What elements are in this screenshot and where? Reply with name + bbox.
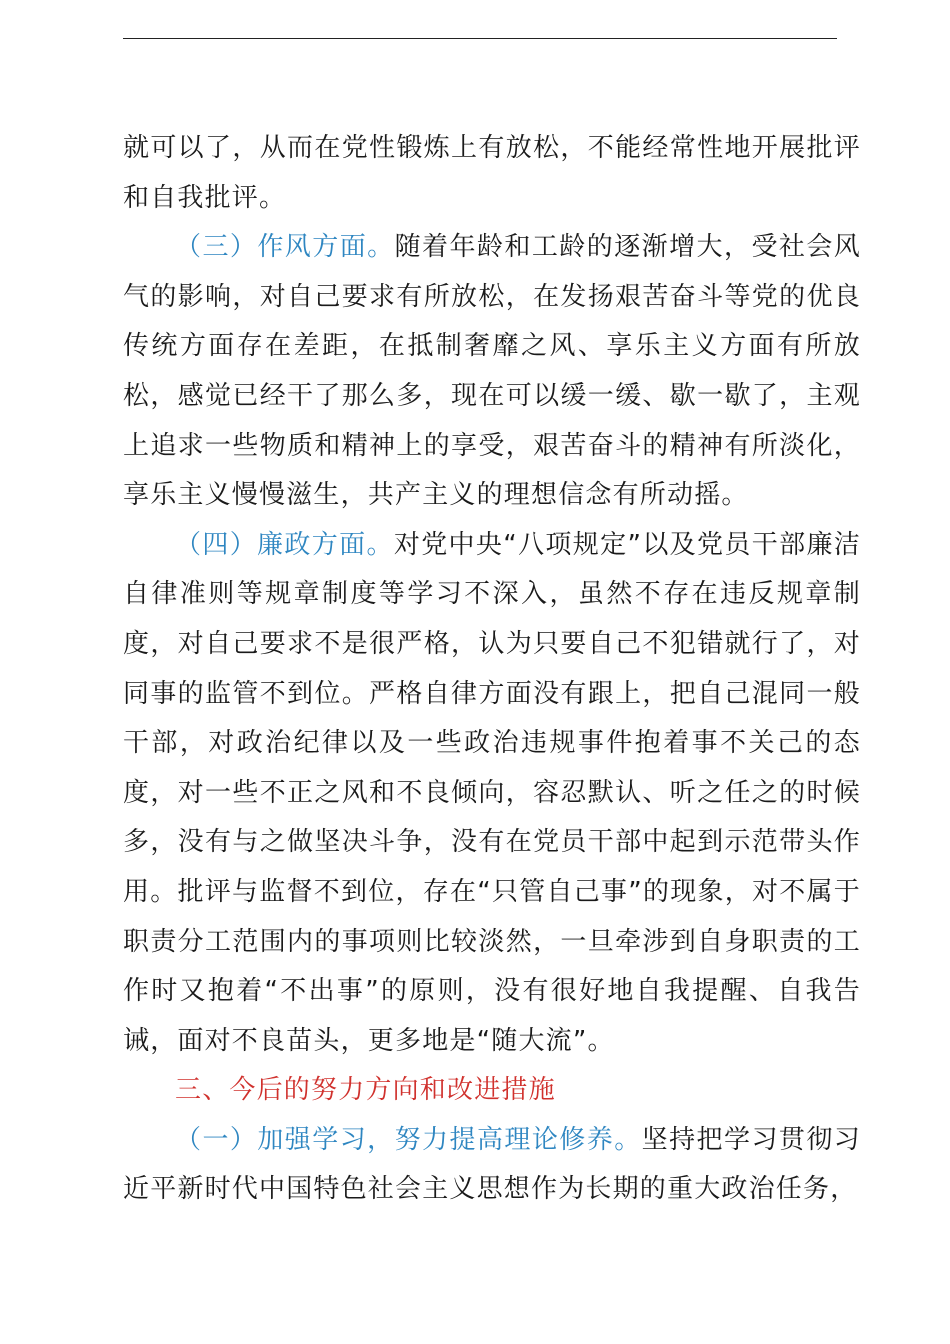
paragraph-text: 就可以了，从而在党性锻炼上有放松，不能经常性地开展批评和自我批评。 <box>123 133 861 213</box>
section-heading: 三、今后的努力方向和改进措施 <box>175 1075 556 1106</box>
subheading-strengthen-study: （一）加强学习，努力提高理论修养。 <box>175 1124 642 1155</box>
document-body <box>123 124 861 1215</box>
subheading-integrity: （四）廉政方面。 <box>175 529 394 560</box>
paragraph-text: 坚持把学习贯彻习近平新时代中国特色社会主义思想作为长期的重大政治任务， <box>123 1124 861 1205</box>
paragraph-text: 随着年龄和工龄的逐渐增大，受社会风气的影响，对自己要求有所放松，在发扬艰苦奋斗等党的优良传统方面存在差距，在抵制奢靡之风、享乐主义方面有所放松，感觉已经干了那么多，现在可以缓一缓、歇一歇了，主观上追求一些物质和精神上的享受，艰苦奋斗的精神有所淡化，享乐主义慢慢滋生，共产主义的理想信念有所动摇。 <box>123 232 861 511</box>
paragraph-continuation <box>123 124 861 223</box>
paragraph-strengthen-study <box>123 1116 861 1215</box>
paragraph-work-style <box>123 223 861 521</box>
paragraph-text: 对党中央“八项规定”以及党员干部廉洁自律准则等规章制度等学习不深入，虽然不存在违反规章制度，对自己要求不是很严格，认为只要自己不犯错就行了，对同事的监管不到位。严格自律方面没有跟上，把自己混同一般干部，对政治纪律以及一些政治违规事件抱着事不关己的态度，对一些不正之风和不良倾向，容忍默认、听之任之的时候多，没有与之做坚决斗争，没有在党员干部中起到示范带头作用。批评与监督不到位，存在“只管自己事”的现象，对不属于职责分工范围内的事项则比较淡然，一旦牵涉到自身职责的工作时又抱着“不出事”的原则，没有很好地自我提醒、自我告诫，面对不良苗头，更多地是“随大流”。 <box>123 529 861 1056</box>
subheading-work-style: （三）作风方面。 <box>175 232 395 263</box>
paragraph-integrity <box>123 521 861 1067</box>
header-rule <box>123 38 837 39</box>
